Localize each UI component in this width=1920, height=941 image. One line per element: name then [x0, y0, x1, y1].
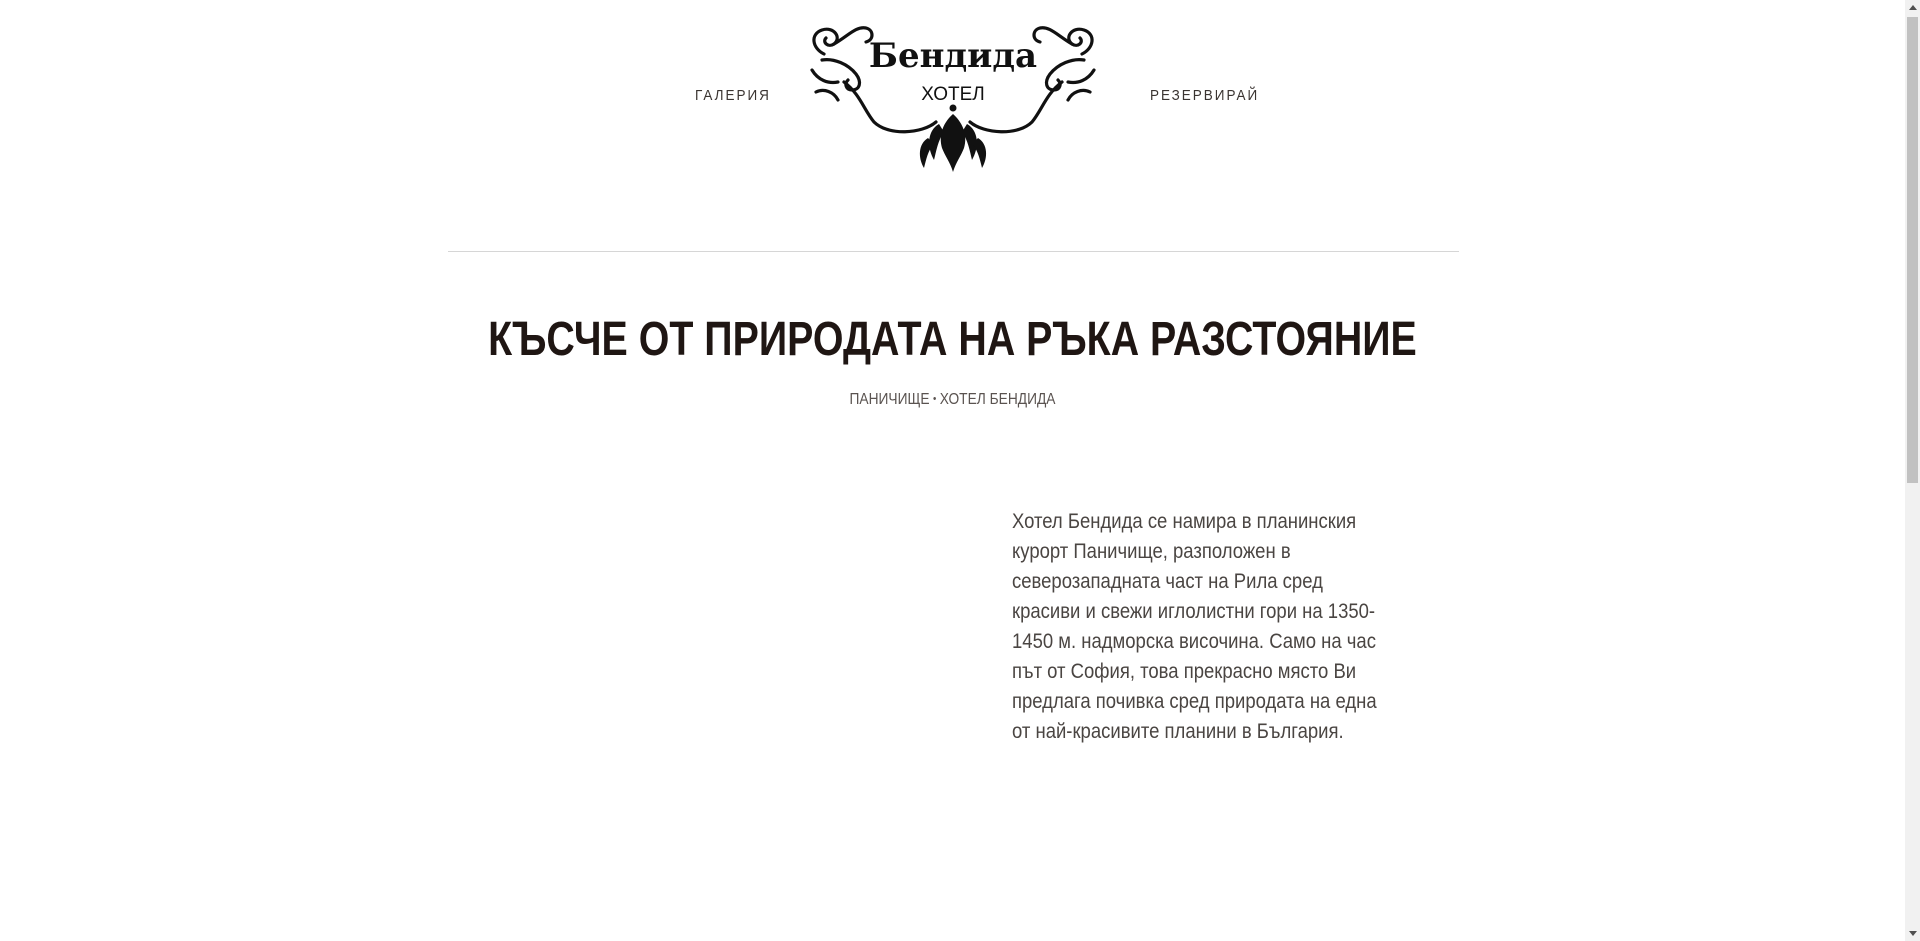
subtitle-location: ПАНИЧИЩЕ [849, 391, 930, 408]
page-title: КЪСЧЕ ОТ ПРИРОДАТА НА РЪКА РАЗСТОЯНИЕ [488, 313, 1417, 366]
scroll-up-arrow-icon[interactable] [1905, 0, 1920, 15]
hero-subtitle [133, 391, 1771, 409]
hotel-logo[interactable] [804, 22, 1102, 174]
nav-reserve-link[interactable]: РЕЗЕРВИРАЙ [1150, 87, 1260, 104]
subtitle-separator: • [933, 393, 937, 405]
nav-gallery-link[interactable]: ГАЛЕРИЯ [695, 87, 771, 104]
scrollbar-thumb[interactable] [1907, 17, 1918, 483]
subtitle-hotel: ХОТЕЛ БЕНДИДА [939, 391, 1056, 408]
vertical-scrollbar[interactable] [1905, 0, 1920, 941]
logo-tagline: ХОТЕЛ [921, 84, 985, 105]
logo-name: Бендида [868, 36, 1038, 76]
intro-paragraph: Хотел Бендида се намира в планинския курорт Паничище, разположен в северозападната част на Рила сред красиви и свежи иглолистни гори на 1350-1450 м. надморска височина. Само на час път от София, това прекрасно място Ви предлага почивка сред природата на една от най-красивите планини в България. [1012, 509, 1377, 743]
scroll-down-arrow-icon[interactable] [1905, 926, 1920, 941]
header-divider [448, 251, 1459, 252]
